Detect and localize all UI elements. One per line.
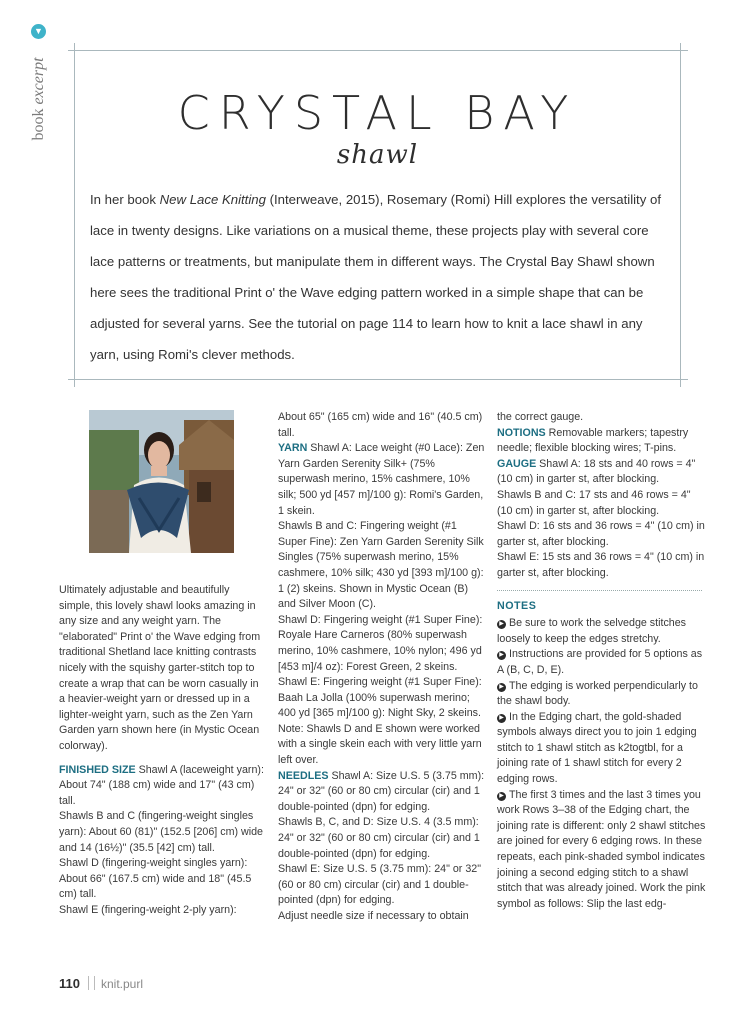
chevron-right-icon: ▶ <box>497 620 506 629</box>
yarn-bc: Shawls B and C: Fingering weight (#1 Super Fine): Zen Yarn Garden Serenity Silk Singles (75% superwash merino, 15% cashmere, 10% silk; 430 yd [393 m]/100 g): 1 (2) skeins. Shown in Mystic Ocean (B) and Silver Moon (C). <box>278 520 484 611</box>
chevron-right-icon: ▶ <box>497 792 506 801</box>
finished-size-bc: Shawls B and C (fingering-weight singles yarn): About 60 (81)" (152.5 [206] cm) wide and 14 (16½)" (35.5 [42] cm) tall. <box>59 810 263 854</box>
gauge-a-text: Shawl A: 18 sts and 40 rows = 4" (10 cm) in garter st, after blocking. <box>497 457 696 486</box>
yarn-a <box>278 441 485 519</box>
gauge-heading: GAUGE <box>497 457 537 470</box>
note-item <box>497 788 707 913</box>
needles-a <box>278 769 485 816</box>
finished-size-e: Shawl E (fingering-weight 2-ply yarn): <box>59 903 237 916</box>
note-text: In the Edging chart, the gold-shaded symbols always direct you to join 1 edging stitch to 1 shawl stitch as k2togtbl, for a joining rate of 1 shawl stitch for every 2 edging rows. <box>497 710 697 786</box>
gauge-bc: Shawls B and C: 17 sts and 46 rows = 4" (10 cm) in garter st, after blocking. <box>497 488 691 517</box>
yarn-note: Note: Shawls D and E shown were worked with a single skein each with very little yarn left over. <box>278 722 482 767</box>
note-text: Instructions are provided for 5 options as A (B, C, D, E). <box>497 648 703 676</box>
chevron-right-icon: ▶ <box>497 683 506 692</box>
intro-paragraph <box>90 184 670 370</box>
note-item <box>497 710 707 788</box>
description: Ultimately adjustable and beautifully simple, this lovely shawl looks amazing in any size and any weight yarn. The "elaborated" Print o' the Wave edging from traditional Shetland lace knitting contrasts nicely with the squishy garter-stitch top to create a wrap that can be worn casually in a heavier-weight yarn or dressed up in a lighter-weight yarn, such as the Zen Yarn Garden yarn shown here (in Mystic Ocean colorway). <box>59 584 261 752</box>
chevron-right-icon: ▶ <box>497 714 506 723</box>
column-1 <box>59 583 264 918</box>
frame-top-rule <box>68 50 688 51</box>
page-subtitle: shawl <box>336 140 419 170</box>
note-item <box>497 679 707 710</box>
intro-lead: In her book <box>90 192 160 207</box>
finished-size-heading: FINISHED SIZE <box>59 763 136 776</box>
chevron-right-icon: ▶ <box>497 651 506 660</box>
dotted-divider <box>497 590 702 591</box>
notions-heading: NOTIONS <box>497 426 546 439</box>
frame-bottom-rule <box>68 379 688 380</box>
note-text: Be sure to work the selvedge stitches loosely to keep the edges stretchy. <box>497 617 687 645</box>
gauge-a <box>497 457 707 488</box>
yarn-a-text: Shawl A: Lace weight (#0 Lace): Zen Yarn Garden Serenity Silk+ (75% superwash merino, 15% cashmere, 10% silk; 500 yd [457 m]/100 g): Romi's Garden, 1 skein. <box>278 442 485 517</box>
finished-size-e-cont: About 65" (165 cm) wide and 16" (40.5 cm) tall. <box>278 411 483 439</box>
note-item <box>497 616 707 647</box>
note-text: The first 3 times and the last 3 times you work Rows 3–38 of the Edging chart, the joining rate is different: only 2 shawl stitches are joined for every 6 edging rows. In these repeats, each pink-shaded symbol indicates joining a second edging stitch to a shawl stitch that was already joined. Work the pink symbol as follows: Slip the last edg- <box>497 788 706 910</box>
column-3 <box>497 410 707 912</box>
yarn-e: Shawl E: Fingering weight (#1 Super Fine): Baah La Jolla (100% superwash merino; 400 yd [365 m]/100 g): Night Sky, 2 skeins. <box>278 676 482 720</box>
gauge-d: Shawl D: 16 sts and 36 rows = 4" (10 cm) in garter st, after blocking. <box>497 520 705 548</box>
section-tab <box>22 20 52 160</box>
finished-size-a <box>59 763 264 810</box>
chevron-down-icon: ▼ <box>31 24 46 39</box>
intro-rest: (Interweave, 2015), Rosemary (Romi) Hill explores the versatility of lace in twenty designs. Like variations on a musical theme, these projects play with several core lace patterns or treatments, but manipulate them in different ways. The Crystal Bay Shawl shown here sees the traditional Print o' the Wave edging pattern worked in a simple shape that can be adjusted for several yarns. See the tutorial on page 114 to learn how to knit a lace shawl in any yarn, using Romi's clever methods. <box>90 192 661 362</box>
section-label-plain: book <box>30 108 47 141</box>
model-photo <box>89 410 234 553</box>
note-item <box>497 647 707 678</box>
section-label <box>30 44 48 154</box>
gauge-cont: the correct gauge. <box>497 411 584 423</box>
needles-adjust: Adjust needle size if necessary to obtain <box>278 910 469 922</box>
page-title: CRYSTAL BAY <box>177 86 578 140</box>
yarn-d: Shawl D: Fingering weight (#1 Super Fine): Royale Hare Carneros (80% superwash merino, 10% cashmere, 10% nylon; 496 yd [453 m]/4 oz): Forest Green, 2 skeins. <box>278 613 483 673</box>
page-footer <box>59 976 143 991</box>
needles-a-text: Shawl A: Size U.S. 5 (3.75 mm): 24" or 32" (60 or 80 cm) circular (cir) and 1 double-pointed (dpn) for edging. <box>278 769 485 813</box>
notions <box>497 426 707 457</box>
finished-size-d: Shawl D (fingering-weight singles yarn): About 66" (167.5 cm) wide and 18" (45.5 cm) tall. <box>59 857 252 901</box>
page-number: 110 <box>59 976 80 991</box>
needles-e: Shawl E: Size U.S. 5 (3.75 mm): 24" or 32" (60 or 80 cm) circular (cir) and 1 double-pointed (dpn) for edging. <box>278 863 482 907</box>
notions-text: Removable markers; tapestry needle; flexible blocking wires; T-pins. <box>497 426 689 455</box>
note-text: The edging is worked perpendicularly to the shawl body. <box>497 679 698 708</box>
intro-book-title: New Lace Knitting <box>159 192 266 207</box>
yarn-heading: YARN <box>278 442 308 455</box>
column-2 <box>278 410 485 925</box>
needles-heading: NEEDLES <box>278 769 329 782</box>
notes-heading: NOTES <box>497 599 537 612</box>
magazine-brand: knit.purl <box>100 977 144 991</box>
finished-size-a-text: Shawl A (laceweight yarn): About 74" (188 cm) wide and 17" (43 cm) tall. <box>59 763 264 807</box>
needles-bcd: Shawls B, C, and D: Size U.S. 4 (3.5 mm): 24" or 32" (60 or 80 cm) circular (cir) and 1 double-pointed (dpn) for edging. <box>278 816 480 860</box>
frame-right-rule <box>680 43 681 387</box>
gauge-e: Shawl E: 15 sts and 36 rows = 4" (10 cm) in garter st, after blocking. <box>497 551 705 579</box>
section-label-italic: excerpt <box>30 57 47 105</box>
